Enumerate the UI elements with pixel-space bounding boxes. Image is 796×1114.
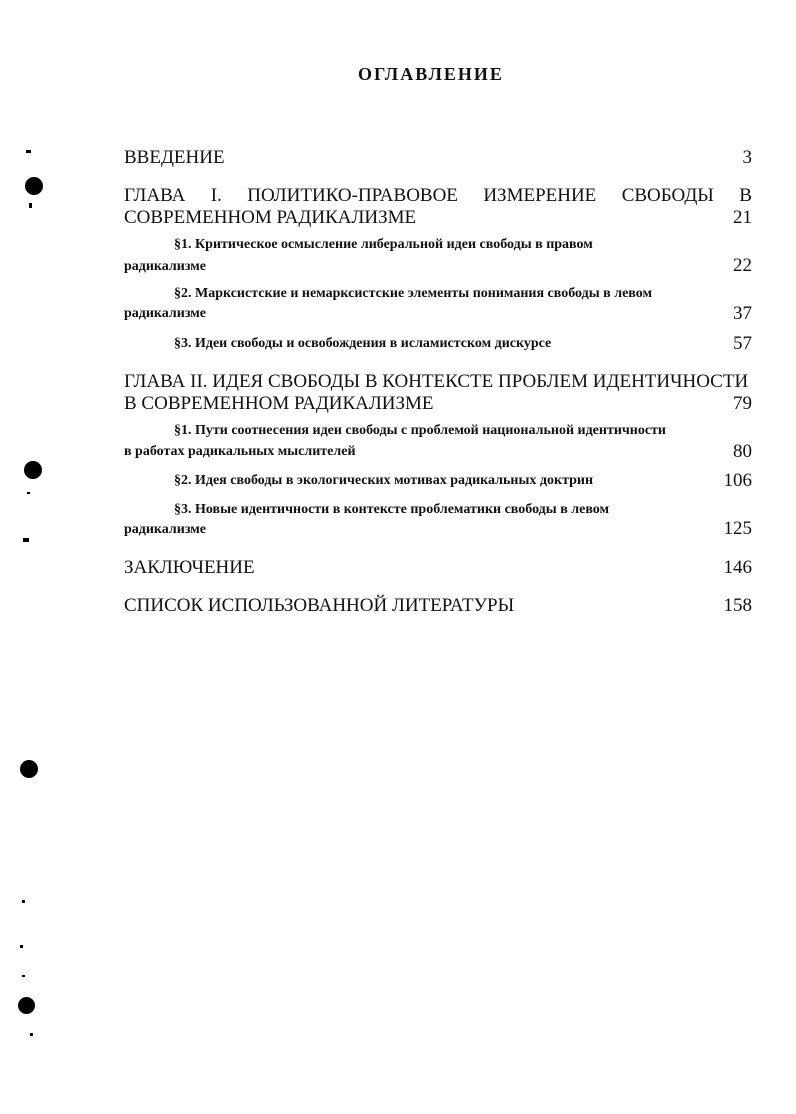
toc-section-2-1-line1: §1. Пути соотнесения идеи свободы с проблемой национальной идентичности — [174, 423, 667, 438]
toc-label: СОВРЕМЕННОМ РАДИКАЛИЗМЕ — [124, 207, 417, 228]
toc-page: 125 — [723, 518, 752, 539]
toc-entry-bibliography — [124, 596, 752, 615]
punch-hole-mark — [20, 760, 38, 778]
toc-page: 57 — [733, 333, 752, 354]
toc-entry-intro — [124, 148, 752, 167]
toc-chapter-2-line2 — [124, 394, 752, 413]
punch-hole-mark — [24, 461, 42, 479]
toc-page: 146 — [723, 557, 752, 578]
toc-page: 80 — [733, 441, 752, 462]
toc-page: 79 — [733, 393, 752, 414]
toc-entry-conclusion — [124, 558, 752, 577]
toc-section-1-2-line1: §2. Марксистские и немарксистские элементы понимания свободы в левом — [174, 286, 653, 301]
toc-label: В СОВРЕМЕННОМ РАДИКАЛИЗМЕ — [124, 393, 434, 414]
toc-page: 22 — [733, 255, 752, 276]
toc-page: 106 — [723, 470, 752, 491]
toc-section-2-3-line2 — [124, 518, 752, 539]
toc-chapter-2-line1: ГЛАВА II. ИДЕЯ СВОБОДЫ В КОНТЕКСТЕ ПРОБЛЕМ ИДЕНТИЧНОСТИ — [124, 371, 749, 392]
speck-mark — [22, 900, 25, 903]
punch-hole-mark — [18, 997, 35, 1014]
speck-mark — [22, 975, 25, 977]
word: СВОБОДЫ — [621, 185, 714, 206]
toc-label: радикализме — [124, 306, 207, 321]
word: I. — [210, 185, 222, 206]
toc-chapter-1-line2 — [124, 208, 752, 227]
speck-mark — [27, 492, 30, 494]
word: ПОЛИТИКО-ПРАВОВОЕ — [247, 185, 458, 206]
toc-section-2-3-line1: §3. Новые идентичности в контексте проблематики свободы в левом — [174, 502, 610, 517]
toc-section-1-3 — [124, 333, 752, 354]
toc-page: 158 — [723, 595, 752, 616]
toc-section-1-1-line2 — [124, 255, 752, 276]
toc-label: радикализме — [124, 522, 207, 537]
toc-label: §2. Идея свободы в экологических мотивах радикальных доктрин — [174, 473, 594, 488]
toc-section-2-2 — [124, 470, 752, 491]
page-title: ОГЛАВЛЕНИЕ — [358, 64, 504, 84]
toc-section-2-1-line2 — [124, 441, 752, 462]
toc-section-1-1-line1: §1. Критическое осмысление либеральной идеи свободы в правом — [174, 237, 593, 252]
toc-page: 21 — [733, 207, 752, 228]
toc-section-1-2-line2 — [124, 303, 752, 324]
toc-label: в работах радикальных мыслителей — [124, 444, 356, 459]
toc-label: ЗАКЛЮЧЕНИЕ — [124, 557, 255, 578]
word: ИЗМЕРЕНИЕ — [483, 185, 597, 206]
speck-mark — [23, 538, 29, 542]
speck-mark — [20, 945, 23, 948]
toc-page: 37 — [733, 303, 752, 324]
punch-hole-mark — [25, 177, 43, 195]
word: В — [739, 185, 752, 206]
speck-mark — [30, 1033, 33, 1036]
toc-label: СПИСОК ИСПОЛЬЗОВАННОЙ ЛИТЕРАТУРЫ — [124, 595, 515, 616]
toc-chapter-1-line1 — [124, 186, 752, 205]
speck-mark — [26, 150, 31, 153]
word: ГЛАВА — [124, 185, 186, 206]
toc-page: 3 — [742, 147, 752, 168]
toc-label: ВВЕДЕНИЕ — [124, 147, 225, 168]
toc-label: §3. Идеи свободы и освобождения в исламистском дискурсе — [174, 336, 552, 351]
speck-mark — [29, 203, 32, 208]
toc-label: радикализме — [124, 259, 207, 274]
